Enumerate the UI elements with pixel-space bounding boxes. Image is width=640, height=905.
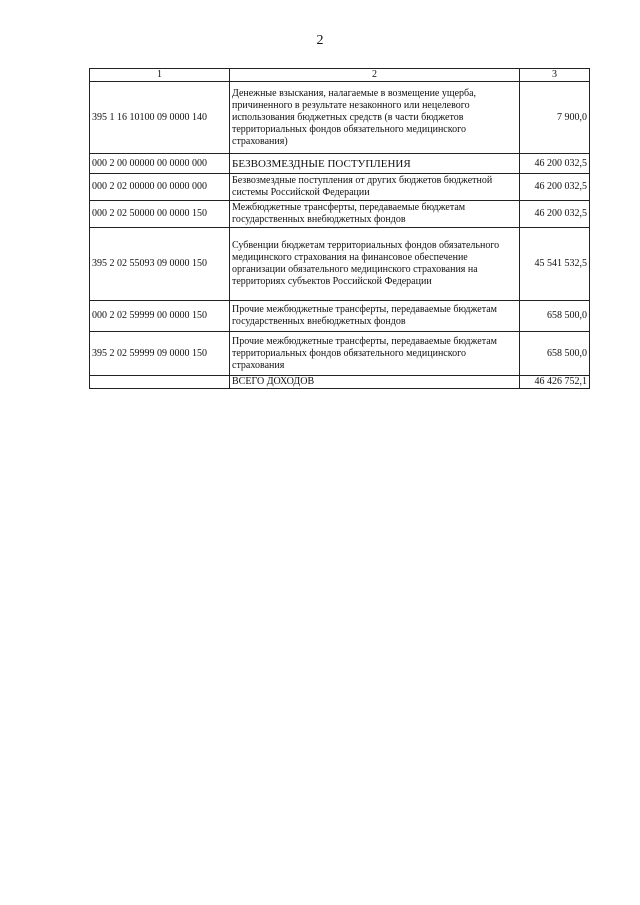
table-row: [90, 154, 590, 174]
revenue-name: Денежные взыскания, налагаемые в возмещение ущерба, причиненного в результате незаконного или нецелевого использования бюджетных средств (в части бюджетов территориальных фондов обязательного медицинского страхования): [230, 82, 520, 154]
revenue-amount: 46 200 032,5: [520, 174, 590, 201]
revenue-amount: 7 900,0: [520, 82, 590, 154]
revenue-amount: 46 200 032,5: [520, 154, 590, 174]
budget-code: 000 2 02 59999 00 0000 150: [90, 301, 230, 332]
revenue-amount: 658 500,0: [520, 332, 590, 376]
revenue-amount: 658 500,0: [520, 301, 590, 332]
budget-code: 000 2 02 50000 00 0000 150: [90, 201, 230, 228]
budget-code: 395 1 16 10100 09 0000 140: [90, 82, 230, 154]
table-row: [90, 82, 590, 154]
total-row: [90, 376, 590, 389]
revenue-name: БЕЗВОЗМЕЗДНЫЕ ПОСТУПЛЕНИЯ: [230, 154, 520, 174]
table-row: [90, 301, 590, 332]
budget-code: 000 2 02 00000 00 0000 000: [90, 174, 230, 201]
budget-code: [90, 376, 230, 389]
budget-code: 395 2 02 55093 09 0000 150: [90, 228, 230, 301]
revenue-table: [89, 68, 590, 389]
column-number-row: [90, 69, 590, 82]
revenue-name: Прочие межбюджетные трансферты, передаваемые бюджетам территориальных фондов обязательного медицинского страхования: [230, 332, 520, 376]
page-number: 2: [316, 33, 324, 48]
revenue-name: Прочие межбюджетные трансферты, передаваемые бюджетам государственных внебюджетных фондов: [230, 301, 520, 332]
total-amount: 46 426 752,1: [520, 376, 590, 389]
column-number-1: 1: [90, 69, 230, 82]
column-number-2: 2: [230, 69, 520, 82]
table-row: [90, 201, 590, 228]
revenue-name: Субвенции бюджетам территориальных фондов обязательного медицинского страхования на финансовое обеспечение организации обязательного медицинского страхования на территориях субъектов Российской Федерации: [230, 228, 520, 301]
table-row: [90, 174, 590, 201]
budget-code: 000 2 00 00000 00 0000 000: [90, 154, 230, 174]
revenue-amount: 45 541 532,5: [520, 228, 590, 301]
table-row: [90, 332, 590, 376]
column-number-3: 3: [520, 69, 590, 82]
revenue-amount: 46 200 032,5: [520, 201, 590, 228]
table-row: [90, 228, 590, 301]
revenue-name: Безвозмездные поступления от других бюджетов бюджетной системы Российской Федерации: [230, 174, 520, 201]
budget-code: 395 2 02 59999 09 0000 150: [90, 332, 230, 376]
total-label: ВСЕГО ДОХОДОВ: [230, 376, 520, 389]
revenue-name: Межбюджетные трансферты, передаваемые бюджетам государственных внебюджетных фондов: [230, 201, 520, 228]
